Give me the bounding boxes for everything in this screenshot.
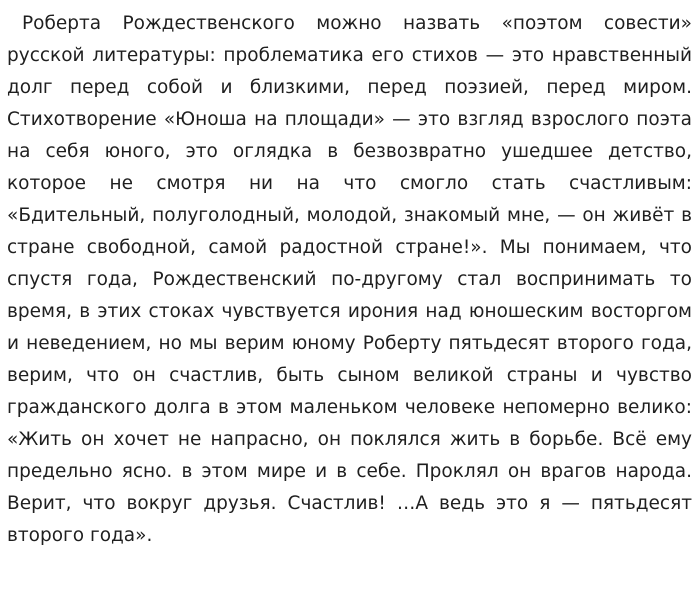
essay-paragraph: Роберта Рождественского можно назвать «поэтом совести» русской литературы: проблематика его стихов — это нравственный долг перед собой и близкими, перед поэзией, перед миром. Стихотворение «Юноша на площади» — это взгляд взрослого поэта на себя юного, это оглядка в безвозвратно ушедшее детство, которое не смотря ни на что смогло стать счастливым: «Бдительный, полуголодный, молодой, знакомый мне, — он живёт в стране свободной, самой радостной стране!». Мы понимаем, что спустя года, Рождественский по-другому стал воспринимать то время, в этих стоках чувствуется ирония над юношеским восторгом и неведением, но мы верим юному Роберту пятьдесят второго года, верим, что он счастлив, быть сыном великой страны и чувство гражданского долга в этом маленьком человеке непомерно велико: «Жить он хочет не напрасно, он поклялся жить в борьбе. Всё ему предельно ясно. в этом мире и в себе. Проклял он врагов народа. Верит, что вокруг друзья. Счастлив! …А ведь это я — пятьдесят второго года». [7, 13, 692, 546]
